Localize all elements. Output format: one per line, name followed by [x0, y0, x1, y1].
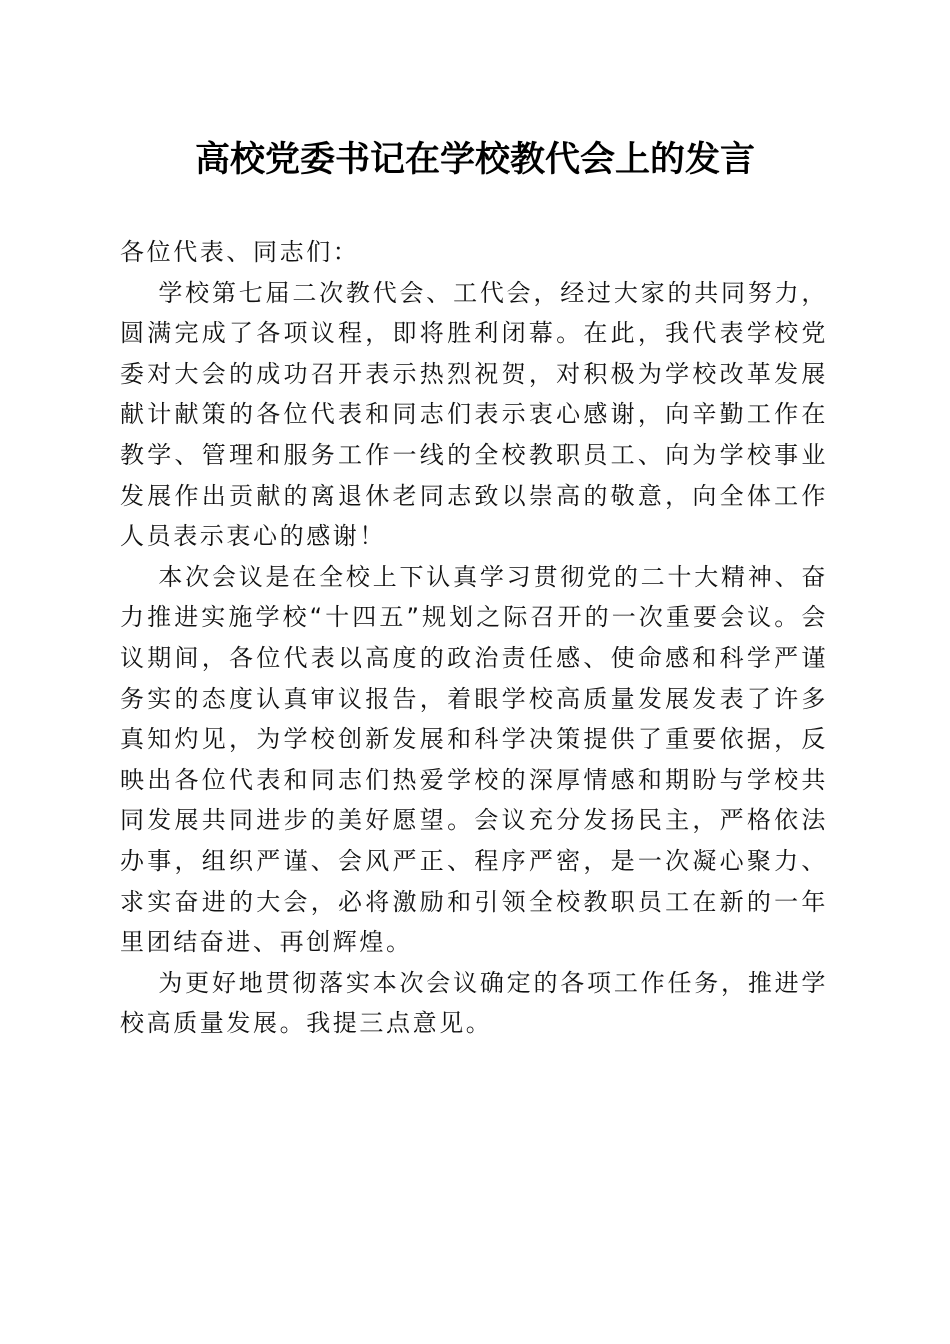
salutation: 各位代表、同志们： [120, 238, 360, 266]
paragraph-3: 为更好地贯彻落实本次会议确定的各项工作任务，推进学校高质量发展。我提三点意见。 [120, 968, 828, 1038]
document-body [120, 232, 828, 1044]
paragraph-1: 学校第七届二次教代会、工代会，经过大家的共同努力，圆满完成了各项议程，即将胜利闭幕。在此，我代表学校党委对大会的成功召开表示热烈祝贺，对积极为学校改革发展献计献策的各位代表和同志们表示衷心感谢，向辛勤工作在教学、管理和服务工作一线的全校教职员工、向为学校事业发展作出贡献的离退休老同志致以崇高的敬意，向全体工作人员表示衷心的感谢！ [120, 278, 828, 551]
paragraph-2: 本次会议是在全校上下认真学习贯彻党的二十大精神、奋力推进实施学校“十四五”规划之际召开的一次重要会议。会议期间，各位代表以高度的政治责任感、使命感和科学严谨务实的态度认真审议报告，着眼学校高质量发展发表了许多真知灼见，为学校创新发展和科学决策提供了重要依据，反映出各位代表和同志们热爱学校的深厚情感和期盼与学校共同发展共同进步的美好愿望。会议充分发扬民主，严格依法办事，组织严谨、会风严正、程序严密，是一次凝心聚力、求实奋进的大会，必将激励和引领全校教职员工在新的一年里团结奋进、再创辉煌。 [120, 562, 828, 957]
document-title: 高校党委书记在学校教代会上的发言 [194, 139, 755, 180]
